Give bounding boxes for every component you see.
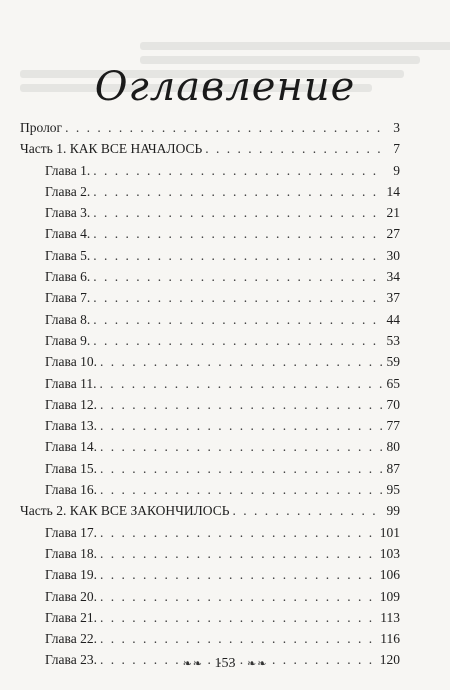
toc-entry-page: 95 [386, 482, 400, 498]
toc-entry[interactable] [20, 184, 400, 205]
toc-entry-page: 103 [379, 545, 400, 561]
dot-leader [99, 376, 383, 392]
toc-entry[interactable] [20, 290, 400, 311]
toc-entry[interactable] [20, 631, 400, 652]
toc-entry-page: 77 [386, 418, 400, 434]
toc-entry-label: Глава 12. [45, 396, 97, 412]
toc-entry-page: 21 [386, 205, 400, 221]
toc-entry-page: 9 [393, 162, 400, 178]
toc-entry-label: Глава 19. [45, 567, 97, 583]
toc-entry[interactable] [20, 163, 400, 184]
toc-entry[interactable] [20, 461, 400, 482]
page-title: Оглавление [94, 64, 356, 110]
toc-entry-page: 65 [386, 375, 400, 391]
toc-entry-page: 87 [386, 460, 400, 476]
dot-leader [205, 141, 383, 157]
toc-entry[interactable] [20, 120, 400, 141]
toc-entry-page: 99 [386, 503, 400, 519]
toc-entry-label: Глава 22. [45, 631, 97, 647]
dot-leader [100, 567, 377, 583]
toc-entry-page: 106 [379, 567, 400, 583]
toc-entry-page: 14 [386, 183, 400, 199]
toc-entry-label: Глава 21. [45, 609, 97, 625]
dot-leader [93, 269, 383, 285]
toc-entry-label: Глава 17. [45, 524, 97, 540]
toc-entry[interactable] [20, 376, 400, 397]
toc-entry[interactable] [20, 525, 400, 546]
toc-entry[interactable] [20, 589, 400, 610]
toc-entry-page: 80 [386, 439, 400, 455]
toc-entry-label: Часть 2. КАК ВСЕ ЗАКОНЧИЛОСЬ [20, 503, 230, 519]
toc-entry-page: 44 [386, 311, 400, 327]
toc-entry-page: 59 [386, 354, 400, 370]
toc-entry[interactable] [20, 610, 400, 631]
toc-entry[interactable] [20, 439, 400, 460]
toc-entry-page: 27 [386, 226, 400, 242]
toc-entry[interactable] [20, 567, 400, 588]
toc-entry-page: 7 [393, 141, 400, 157]
ornament-right-icon: ❧❧ [247, 658, 268, 670]
toc-entry-page: 109 [379, 588, 400, 604]
toc-entry-page: 3 [393, 120, 400, 135]
toc-entry-page: 113 [380, 609, 400, 625]
dot-leader [100, 439, 383, 455]
dot-leader [100, 546, 377, 562]
toc-entry-label: Пролог [20, 120, 63, 135]
toc-entry-page: 116 [380, 631, 400, 647]
toc-entry[interactable] [20, 141, 400, 162]
toc-entry-label: Глава 7. [45, 290, 91, 306]
toc-entry[interactable] [20, 546, 400, 567]
toc-entry-label: Глава 14. [45, 439, 97, 455]
toc-entry[interactable] [20, 269, 400, 290]
toc-entry[interactable] [20, 503, 400, 524]
dot-leader [100, 525, 377, 541]
toc-entry[interactable] [20, 397, 400, 418]
toc-entry-label: Глава 20. [45, 588, 97, 604]
toc-entry-label: Глава 5. [45, 247, 91, 263]
toc-entry-label: Глава 1. [45, 162, 91, 178]
toc-entry[interactable] [20, 226, 400, 247]
toc-entry-page: 120 [379, 652, 400, 668]
toc-entry-page: 34 [386, 269, 400, 285]
dot-leader [93, 248, 383, 264]
dot-leader [93, 290, 383, 306]
page-footer [0, 656, 450, 672]
toc-entry-label: Глава 10. [45, 354, 97, 370]
dot-leader [100, 482, 383, 498]
dot-leader [100, 461, 383, 477]
toc-entry[interactable] [20, 418, 400, 439]
toc-entry-label: Глава 9. [45, 332, 91, 348]
dot-leader [93, 226, 383, 242]
toc-entry-label: Глава 4. [45, 226, 91, 242]
toc-entry-label: Глава 2. [45, 183, 91, 199]
toc-entry-label: Глава 8. [45, 311, 91, 327]
dot-leader [100, 397, 383, 413]
page-number: 153 [214, 656, 236, 671]
toc-entry-page: 101 [379, 524, 400, 540]
toc-entry-page: 53 [386, 332, 400, 348]
toc-entry-label: Глава 15. [45, 460, 97, 476]
dot-leader [100, 610, 377, 626]
dot-leader [100, 631, 377, 647]
toc-entry-page: 70 [386, 396, 400, 412]
toc-entry[interactable] [20, 248, 400, 269]
dot-leader [93, 333, 383, 349]
toc-entry-label: Глава 11. [45, 375, 97, 391]
ornament-left-icon: ❧❧ [182, 658, 203, 670]
table-of-contents [20, 120, 400, 674]
dot-leader [100, 589, 377, 605]
toc-entry-label: Глава 18. [45, 545, 97, 561]
dot-leader [100, 354, 383, 370]
dot-leader [65, 120, 383, 136]
toc-entry-label: Глава 3. [45, 205, 91, 221]
toc-entry[interactable] [20, 354, 400, 375]
toc-entry-label: Часть 1. КАК ВСЕ НАЧАЛОСЬ [20, 141, 203, 157]
toc-entry[interactable] [20, 482, 400, 503]
toc-entry[interactable] [20, 333, 400, 354]
dot-leader [232, 503, 383, 519]
dot-leader [100, 418, 383, 434]
dot-leader [93, 163, 383, 179]
toc-entry-label: Глава 13. [45, 418, 97, 434]
toc-entry[interactable] [20, 205, 400, 226]
toc-entry-page: 37 [386, 290, 400, 306]
toc-entry-label: Глава 23. [45, 652, 97, 668]
toc-entry-label: Глава 6. [45, 269, 91, 285]
dot-leader [93, 312, 383, 328]
toc-entry-page: 30 [386, 247, 400, 263]
dot-leader [93, 205, 383, 221]
dot-leader [93, 184, 383, 200]
toc-entry-label: Глава 16. [45, 482, 97, 498]
toc-entry[interactable] [20, 312, 400, 333]
